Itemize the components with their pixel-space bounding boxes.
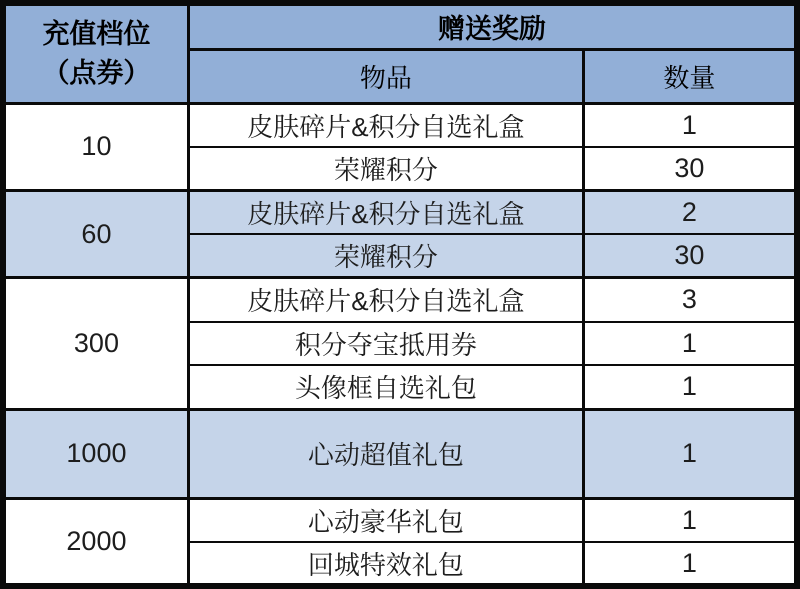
tier-header-line2: （点券） (42, 57, 151, 88)
table-row (3, 278, 797, 322)
tier-cell: 300 (3, 278, 188, 409)
tier-header-line1: 充值档位 (42, 18, 151, 49)
item-cell: 回城特效礼包 (188, 542, 583, 586)
table-row (3, 409, 797, 498)
column-header-rewards: 赠送奖励 (188, 3, 797, 49)
table-row (3, 499, 797, 543)
table-body (3, 103, 797, 586)
item-cell: 皮肤碎片&积分自选礼盒 (188, 278, 583, 322)
tier-cell: 10 (3, 103, 188, 190)
quantity-cell: 1 (583, 499, 797, 543)
table-header (3, 3, 797, 103)
quantity-cell: 1 (583, 542, 797, 586)
tier-cell: 2000 (3, 499, 188, 587)
item-cell: 头像框自选礼包 (188, 365, 583, 409)
item-cell: 心动超值礼包 (188, 409, 583, 498)
item-cell: 心动豪华礼包 (188, 499, 583, 543)
item-cell: 积分夺宝抵用券 (188, 322, 583, 366)
table-row (3, 103, 797, 147)
quantity-cell: 1 (583, 322, 797, 366)
tier-cell: 1000 (3, 409, 188, 498)
quantity-cell: 30 (583, 234, 797, 278)
quantity-cell: 3 (583, 278, 797, 322)
quantity-cell: 1 (583, 365, 797, 409)
item-cell: 荣耀积分 (188, 234, 583, 278)
header-row-1 (3, 3, 797, 49)
column-header-item: 物品 (188, 49, 583, 103)
quantity-cell: 30 (583, 147, 797, 191)
quantity-cell: 1 (583, 103, 797, 147)
table-row (3, 190, 797, 234)
item-cell: 皮肤碎片&积分自选礼盒 (188, 103, 583, 147)
quantity-cell: 2 (583, 190, 797, 234)
tier-cell: 60 (3, 190, 188, 277)
column-header-tier (3, 3, 188, 103)
column-header-quantity: 数量 (583, 49, 797, 103)
quantity-cell: 1 (583, 409, 797, 498)
item-cell: 荣耀积分 (188, 147, 583, 191)
item-cell: 皮肤碎片&积分自选礼盒 (188, 190, 583, 234)
